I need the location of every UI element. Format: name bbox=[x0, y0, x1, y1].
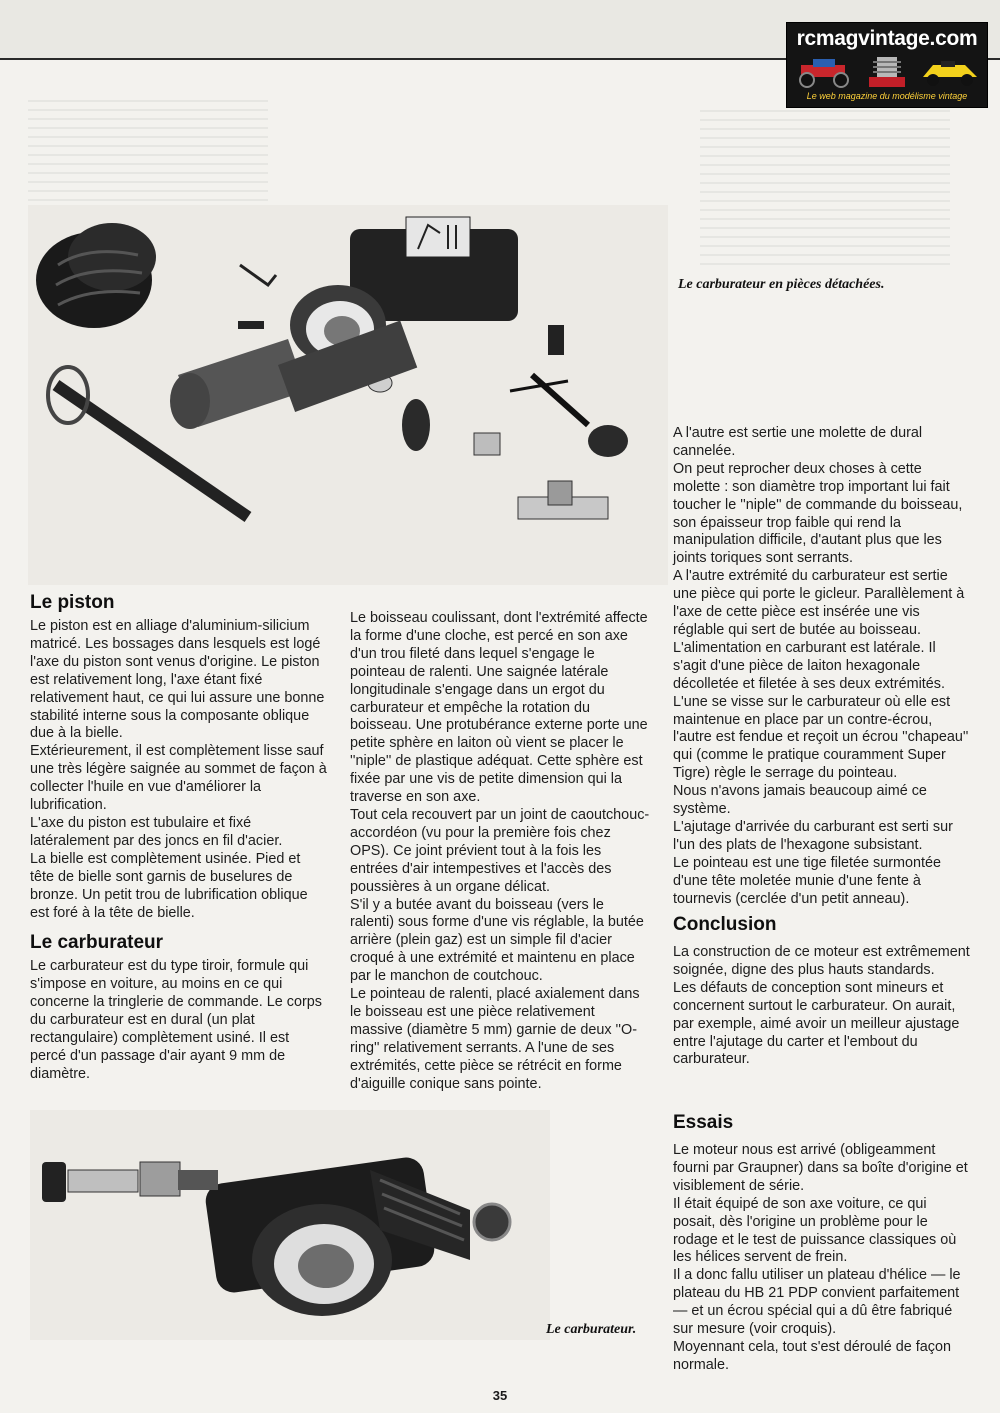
piston-paragraph: Le piston est en alliage d'aluminium-silicium matricé. Les bossages dans lesquels est logé l'axe du piston sont venus d'origine. Le piston est relativement long, l'axe étant fixé relativement haut, ce qui lui assure une bonne stabilité interne sous la composante oblique due à la bielle. bbox=[30, 618, 325, 742]
conclusion-section bbox=[673, 910, 971, 1069]
essais-section bbox=[673, 1108, 971, 1375]
parts-photo-caption: Le carburateur en pièces détachées. bbox=[678, 277, 885, 292]
fuel-nipple-parts bbox=[474, 325, 628, 519]
site-logo-badge[interactable] bbox=[786, 22, 988, 108]
site-logo-subtitle: Le web magazine du modélisme vintage bbox=[806, 91, 968, 101]
gicleur-paragraph: A l'autre extrémité du carburateur est sertie une pièce qui porte le gicleur. Parallèlement à l'axe de cette pièce est insérée une vis réglable qui sert de butée au boisseau. bbox=[673, 568, 965, 638]
assembled-carburetor bbox=[203, 1155, 510, 1316]
heading-piston: Le piston bbox=[30, 592, 115, 613]
reproche-paragraph: On peut reprocher deux choses à cette molette : son diamètre trop important lui fait toucher le ''niple'' de commande du boisseau, son épaisseur trop faible qui rend la manipulation difficile, d'autant plus que les joints toriques sont serrants. bbox=[673, 460, 963, 567]
ajutage-paragraph: L'ajutage d'arrivée du carburant est serti sur l'un des plats de l'hexagone subsistant. bbox=[673, 818, 953, 853]
racecar-icon bbox=[919, 53, 981, 89]
column-left bbox=[30, 588, 328, 1084]
buggy-icon bbox=[795, 53, 855, 89]
page-number: 35 bbox=[492, 1388, 508, 1403]
rubber-bellows bbox=[36, 223, 156, 328]
boisseau-paragraph: Le boisseau coulissant, dont l'extrémité affecte la forme d'une cloche, est percé en son axe d'un trou fileté dans lequel s'engage le pointeau de ralenti. Une saignée latérale longitudinale s'engage dans un ergot du carburateur et empêche la rotation du boisseau. Une protubérance externe porte une petite sphère en laiton où vient se placer le ''niple'' de plastique adéquat. Cette sphère est fixée par une vis de petite dimension qui la traverse en son axe. bbox=[350, 610, 648, 806]
conclusion-paragraph: La construction de ce moteur est extrêmement soignée, digne des plus hauts standards. bbox=[673, 944, 970, 978]
alimentation-paragraph: L'alimentation en carburant est latérale. Il s'agit d'une pièce de laiton hexagonale décolletée et filetée à ses deux extrémités. L'une se visse sur le carburateur où elle est maintenue en place par un contre-écrou, l'autre est fendue et reçoit un écrou ''chapeau'' qui (comme le pratique couramment Super Tigre) règle le serrage du pointeau. bbox=[673, 639, 969, 782]
essais-paragraph: Moyennant cela, tout s'est déroulé de façon normale. bbox=[673, 1338, 951, 1373]
molette-paragraph: A l'autre est sertie une molette de dural cannelée. bbox=[673, 425, 923, 459]
heading-essais: Essais bbox=[673, 1112, 734, 1133]
piston-paragraph: L'axe du piston est tubulaire et fixé latéralement par des joncs en fil d'acier. bbox=[30, 814, 283, 849]
carburetor-photo bbox=[30, 1110, 550, 1340]
show-through-text bbox=[700, 110, 950, 270]
hex-key bbox=[240, 265, 276, 285]
screw bbox=[238, 321, 264, 329]
pointeau-paragraph: Le pointeau de ralenti, placé axialement dans le boisseau est une pièce relativement massive (diamètre 5 mm) garnie de deux ''O-ring'' relativement serrants. A l'une de ses extrémités, cette pièce se rétrécit en forme d'aiguille conique sans pointe. bbox=[350, 986, 640, 1092]
column-right bbox=[673, 425, 971, 908]
carburetor-photo-caption: Le carburateur. bbox=[546, 1322, 637, 1337]
heading-conclusion: Conclusion bbox=[673, 914, 777, 935]
engine-icon bbox=[863, 53, 913, 89]
tige-paragraph: Le pointeau est une tige filetée surmontée d'une tête moletée munie d'une fente à tournevis (cerclée d'un petit anneau). bbox=[673, 854, 942, 907]
column-middle bbox=[350, 610, 650, 1093]
systeme-paragraph: Nous n'avons jamais beaucoup aimé ce système. bbox=[673, 783, 927, 818]
piston-paragraph: Extérieurement, il est complètement lisse sauf une très légère saignée au sommet de façon à collecter l'huile en vue d'améliorer la lubrification. bbox=[30, 743, 327, 814]
joint-paragraph: Tout cela recouvert par un joint de caoutchouc-accordéon (vu pour la première fois chez OPS). Ce joint prévient tout à la fois les entrées d'air intempestives et l'accès des poussières à un organe délicat. bbox=[350, 806, 650, 895]
fuel-fitting bbox=[42, 1162, 218, 1202]
butee-paragraph: S'il y a butée avant du boisseau (vers le ralenti) sous forme d'une vis réglable, la butée arrière (plein gaz) est un simple fil d'acier croqué à une extrémité et maintenu en place par le manchon de coutchouc. bbox=[350, 896, 644, 985]
carburateur-paragraph: Le carburateur est du type tiroir, formule qui s'impose en voiture, au moins en ce qui concerne la tringlerie de commande. Le corps du carburateur est en dural (un plat rectangulaire) complètement usiné. Il est percé d'un passage d'air ayant 9 mm de diamètre. bbox=[30, 958, 322, 1082]
essais-paragraph: Le moteur nous est arrivé (obligeamment fourni par Graupner) dans sa boîte d'origine et visiblement de série. bbox=[673, 1142, 968, 1194]
site-logo-title: rcmagvintage.com bbox=[796, 27, 978, 50]
carburetor-parts-photo bbox=[28, 205, 668, 585]
piston-paragraph: La bielle est complètement usinée. Pied et tête de bielle sont garnis de buselures de bronze. Un petit trou de lubrification oblique est foré à la tête de bielle. bbox=[30, 850, 308, 921]
heading-carburateur: Le carburateur bbox=[30, 932, 164, 954]
essais-paragraph: Il était équipé de son axe voiture, ce qui posait, dès l'origine un problème pour le rodage et le test de puissance classiques où les hélices servent de frein. bbox=[673, 1195, 957, 1266]
essais-paragraph: Il a donc fallu utiliser un plateau d'hélice — le plateau du HB 21 PDP convient parfaitement — et un écrou spécial qui a dû être fabriqué sur mesure (voir croquis). bbox=[673, 1267, 961, 1338]
conclusion-paragraph: Les défauts de conception sont mineurs et concernent surtout le carburateur. On aurait, par exemple, aimé avoir un meilleur ajustage entre l'ajutage du carter et l'embout du carburateur. bbox=[673, 979, 960, 1068]
